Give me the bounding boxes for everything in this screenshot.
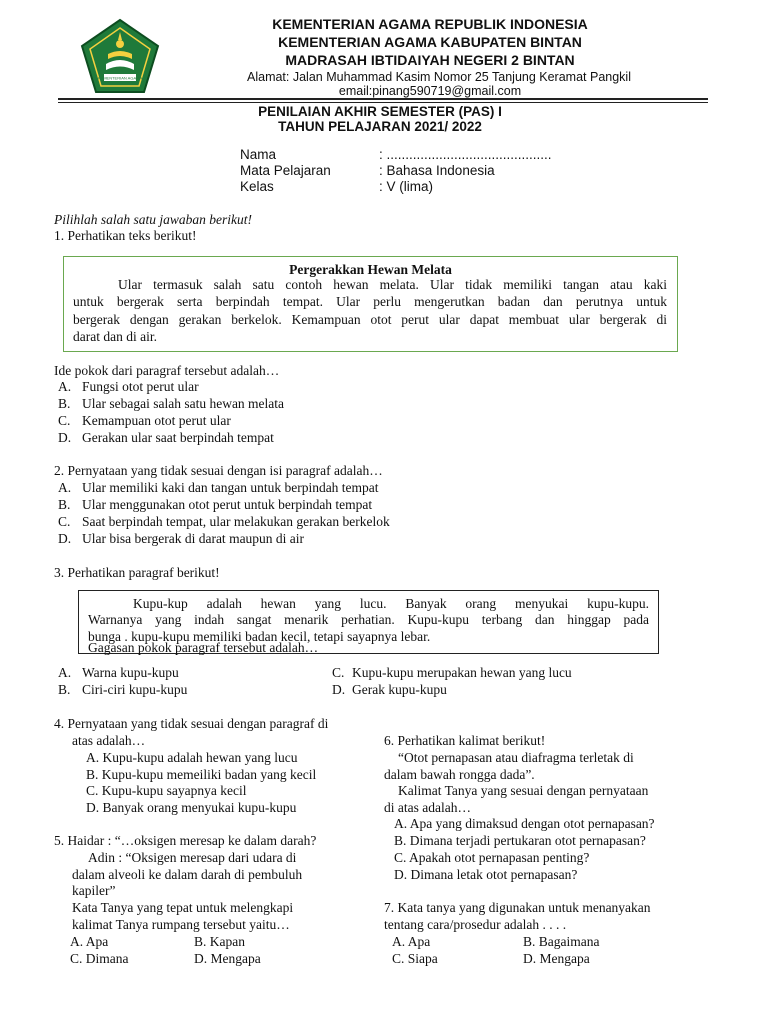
q3-option-b[interactable]: Ciri-ciri kupu-kupu xyxy=(82,682,188,697)
q4-option-d[interactable]: D. Banyak orang menyukai kupu-kupu xyxy=(86,800,297,815)
q3-question xyxy=(88,640,319,659)
header-address: Alamat: Jalan Muhammad Kasim Nomor 25 Tanjung Keramat Pangkil xyxy=(247,70,631,84)
q1-box-line-3: bergerak dengan gerakan berkelok. Kemampuan otot perut ular dapat membuat ular bergerak di xyxy=(73,312,667,327)
q1-option-a-letter: A. xyxy=(58,379,72,394)
q6-line-3: dalam bawah rongga dada”. xyxy=(384,767,535,782)
q3-box-line-2: Warnanya yang indah sangat menarik perhatian. Kupu-kupu terbang dan hinggap pada xyxy=(88,612,649,627)
q2-option-c[interactable]: Saat berpindah tempat, ular melakukan gerakan berkelok xyxy=(82,514,390,529)
q7-option-d[interactable]: D. Mengapa xyxy=(523,951,590,966)
q5-line-2: Adin : “Oksigen meresap dari udara di xyxy=(88,850,297,865)
q2-option-c-letter: C. xyxy=(58,514,71,529)
q6-option-c[interactable]: C. Apakah otot pernapasan penting? xyxy=(394,850,590,865)
q6-line-5: di atas adalah… xyxy=(384,800,471,815)
q1-option-d[interactable]: Gerakan ular saat berpindah tempat xyxy=(82,430,274,445)
q7-option-a[interactable]: A. Apa xyxy=(392,934,431,949)
q5-line-6: kalimat Tanya rumpang tersebut yaitu… xyxy=(72,917,290,932)
q3-option-b-letter: B. xyxy=(58,682,71,697)
q1-intro: 1. Perhatikan teks berikut! xyxy=(54,228,197,243)
q1-option-c[interactable]: Kemampuan otot perut ular xyxy=(82,413,231,428)
q2-option-d[interactable]: Ular bisa bergerak di darat maupun di air xyxy=(82,531,305,546)
q3-option-d-letter: D. xyxy=(332,682,346,697)
q1-box-title: Pergerakkan Hewan Melata xyxy=(289,262,452,277)
q1-question: Ide pokok dari paragraf tersebut adalah… xyxy=(54,363,280,378)
q1-option-b-letter: B. xyxy=(58,396,71,411)
q1-box-line-2: untuk bergerak serta berpindah tempat. Ular perlu mengerutkan badan dan perutnya untuk xyxy=(73,294,667,309)
q3-question-text: Gagasan pokok paragraf tersebut adalah… xyxy=(88,640,319,655)
q4-line-1: 4. Pernyataan yang tidak sesuai dengan paragraf di xyxy=(54,716,329,731)
q3-intro: 3. Perhatikan paragraf berikut! xyxy=(54,565,220,580)
q2-option-d-letter: D. xyxy=(58,531,72,546)
header-email: email:pinang590719@gmail.com xyxy=(338,84,522,98)
q7-option-c[interactable]: C. Siapa xyxy=(392,951,438,966)
exam-year: TAHUN PELAJARAN 2021/ 2022 xyxy=(278,119,482,134)
q3-option-a[interactable]: Warna kupu-kupu xyxy=(82,665,179,680)
logo-banner-text: KEMENTERIAN AGAMA xyxy=(97,75,143,81)
q5-line-3: dalam alveoli ke dalam darah di pembuluh xyxy=(72,867,303,882)
field-value-kelas: : V (lima) xyxy=(379,179,433,194)
q2-option-b-letter: B. xyxy=(58,497,71,512)
q2-option-b[interactable]: Ular menggunakan otot perut untuk berpindah tempat xyxy=(82,497,373,512)
q7-line-1: 7. Kata tanya yang digunakan untuk menanyakan xyxy=(384,900,651,915)
header-line-2: KEMENTERIAN AGAMA KABUPATEN BINTAN xyxy=(278,34,582,50)
q2-option-a-letter: A. xyxy=(58,480,72,495)
q6-option-b[interactable]: B. Dimana terjadi pertukaran otot pernapasan? xyxy=(394,833,646,848)
q6-line-1: 6. Perhatikan kalimat berikut! xyxy=(384,733,546,748)
q5-line-4: kapiler” xyxy=(72,883,116,898)
q5-option-a[interactable]: A. Apa xyxy=(70,934,109,949)
q2-question: 2. Pernyataan yang tidak sesuai dengan isi paragraf adalah… xyxy=(54,463,383,478)
exam-title: PENILAIAN AKHIR SEMESTER (PAS) I xyxy=(258,104,502,119)
field-label-nama: Nama xyxy=(240,147,277,162)
q3-box-line-3: bunga . kupu-kupu memiliki badan kecil, tetapi sayapnya lebar. xyxy=(88,629,431,644)
q6-option-d[interactable]: D. Dimana letak otot pernapasan? xyxy=(394,867,578,882)
q1-option-b[interactable]: Ular sebagai salah satu hewan melata xyxy=(82,396,285,411)
q3-option-c-letter: C. xyxy=(332,665,345,680)
q5-line-1: 5. Haidar : “…oksigen meresap ke dalam darah? xyxy=(54,833,317,848)
field-label-kelas: Kelas xyxy=(240,179,274,194)
q5-option-d[interactable]: D. Mengapa xyxy=(194,951,261,966)
q5-line-5: Kata Tanya yang tepat untuk melengkapi xyxy=(72,900,294,915)
q3-option-d[interactable]: Gerak kupu-kupu xyxy=(352,682,447,697)
q4-option-b[interactable]: B. Kupu-kupu memeiliki badan yang kecil xyxy=(86,767,317,782)
q1-box-line-4: darat dan di air. xyxy=(73,329,157,344)
q3-box-line-1: Kupu-kup adalah hewan yang lucu. Banyak orang menyukai kupu-kupu. xyxy=(133,596,649,611)
field-label-mapel: Mata Pelajaran xyxy=(240,163,331,178)
q1-option-d-letter: D. xyxy=(58,430,72,445)
q7-line-2: tentang cara/prosedur adalah . . . . xyxy=(384,917,567,932)
header-line-3: MADRASAH IBTIDAIYAH NEGERI 2 BINTAN xyxy=(285,52,575,68)
q6-line-2: “Otot pernapasan atau diafragma terletak di xyxy=(398,750,634,765)
q5-option-c[interactable]: C. Dimana xyxy=(70,951,129,966)
q2-option-a[interactable]: Ular memiliki kaki dan tangan untuk berpindah tempat xyxy=(82,480,379,495)
q4-option-a[interactable]: A. Kupu-kupu adalah hewan yang lucu xyxy=(86,750,298,765)
header-rule-thick xyxy=(58,98,708,100)
q1-option-c-letter: C. xyxy=(58,413,71,428)
q1-box-line-1: Ular termasuk salah satu contoh hewan melata. Ular tidak memiliki tangan atau kaki xyxy=(118,277,667,292)
q3-option-c[interactable]: Kupu-kupu merupakan hewan yang lucu xyxy=(352,665,572,680)
q7-option-b[interactable]: B. Bagaimana xyxy=(523,934,600,949)
q4-line-2: atas adalah… xyxy=(72,733,146,748)
field-value-mapel: : Bahasa Indonesia xyxy=(379,163,495,178)
q4-option-c[interactable]: C. Kupu-kupu sayapnya kecil xyxy=(86,783,247,798)
q5-option-b[interactable]: B. Kapan xyxy=(194,934,245,949)
q6-line-4: Kalimat Tanya yang sesuai dengan pernyataan xyxy=(398,783,649,798)
instruction: Pilihlah salah satu jawaban berikut! xyxy=(54,212,252,227)
q6-option-a[interactable]: A. Apa yang dimaksud dengan otot pernapasan? xyxy=(394,816,655,831)
q1-option-a[interactable]: Fungsi otot perut ular xyxy=(82,379,199,394)
q3-option-a-letter: A. xyxy=(58,665,72,680)
header-rule-thin xyxy=(58,102,708,103)
header-line-1: KEMENTERIAN AGAMA REPUBLIK INDONESIA xyxy=(272,16,588,32)
field-value-nama[interactable]: : ............................................ xyxy=(379,147,552,162)
